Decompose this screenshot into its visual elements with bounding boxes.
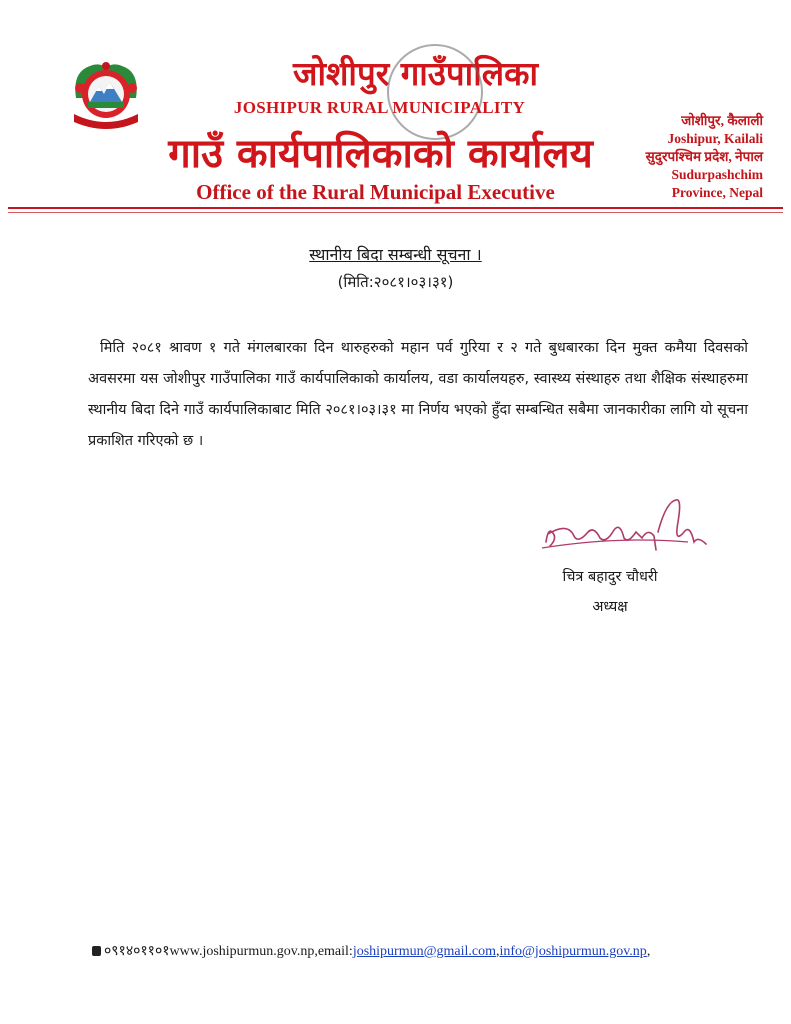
- address-line-np-1: जोशीपुर, कैलाली: [681, 113, 763, 128]
- notice-body: [88, 333, 748, 457]
- footer-trailing: ,: [646, 944, 651, 959]
- municipality-name-nepali: जोशीपुर गाउँपालिका: [292, 54, 539, 93]
- phone-icon: [92, 946, 101, 956]
- footer-contact: [92, 941, 650, 960]
- signatory-title: अध्यक्ष: [592, 599, 628, 615]
- notice-body-text: मिति २०८१ श्रावण १ गते मंगलबारका दिन थारुहरुको महान पर्व गुरिया र २ गते बुधबारका दिन मुक्त कमैया दिवसको अवसरमा यस जोशीपुर गाउँपालिका गाउँ कार्यपालिकाको कार्यालय, वडा कार्यालयहरु, स्वास्थ्य संस्थाहरु तथा शैक्षिक संस्थाहरुमा स्थानीय बिदा दिने गाउँ कार्यपालिकाबाट मिति २०८१।०३।३१ मा निर्णय भएको हुँदा सम्बन्धित सबैमा जानकारीका लागि यो सूचना प्रकाशित गरिएको छ ।: [88, 340, 748, 449]
- footer-email-gmail-link[interactable]: joshipurmun@gmail.com: [352, 944, 496, 959]
- header-divider-thin: [8, 212, 783, 213]
- address-line-en-2: Sudurpashchim: [671, 167, 763, 182]
- footer-separator: ,: [495, 944, 500, 959]
- address-line-en-1: Joshipur, Kailali: [667, 131, 763, 146]
- signatory-name: चित्र बहादुर चौधरी: [562, 569, 658, 585]
- office-name-nepali: गाउँ कार्यपालिकाको कार्यालय: [168, 131, 593, 177]
- notice-title-text: स्थानीय बिदा सम्बन्धी सूचना ।: [309, 245, 482, 264]
- header-divider: [8, 207, 783, 209]
- address-line-np-2: सुदुरपश्चिम प्रदेश, नेपाल: [645, 149, 763, 164]
- notice-date: (मिति:२०८१।०३।३१): [337, 273, 454, 291]
- office-address: [646, 112, 763, 202]
- footer-phone: ०९१४०११०१: [104, 944, 170, 959]
- notice-title: [0, 243, 791, 265]
- municipality-name-english: JOSHIPUR RURAL MUNICIPALITY: [233, 98, 526, 117]
- office-name-english: Office of the Rural Municipal Executive: [196, 180, 555, 204]
- address-line-en-3: Province, Nepal: [671, 185, 763, 200]
- footer-email-info-link[interactable]: info@joshipurmun.gov.np: [499, 944, 647, 959]
- footer-website[interactable]: www.joshipurmun.gov.np,email:: [169, 944, 353, 959]
- handwritten-signature: [538, 492, 718, 564]
